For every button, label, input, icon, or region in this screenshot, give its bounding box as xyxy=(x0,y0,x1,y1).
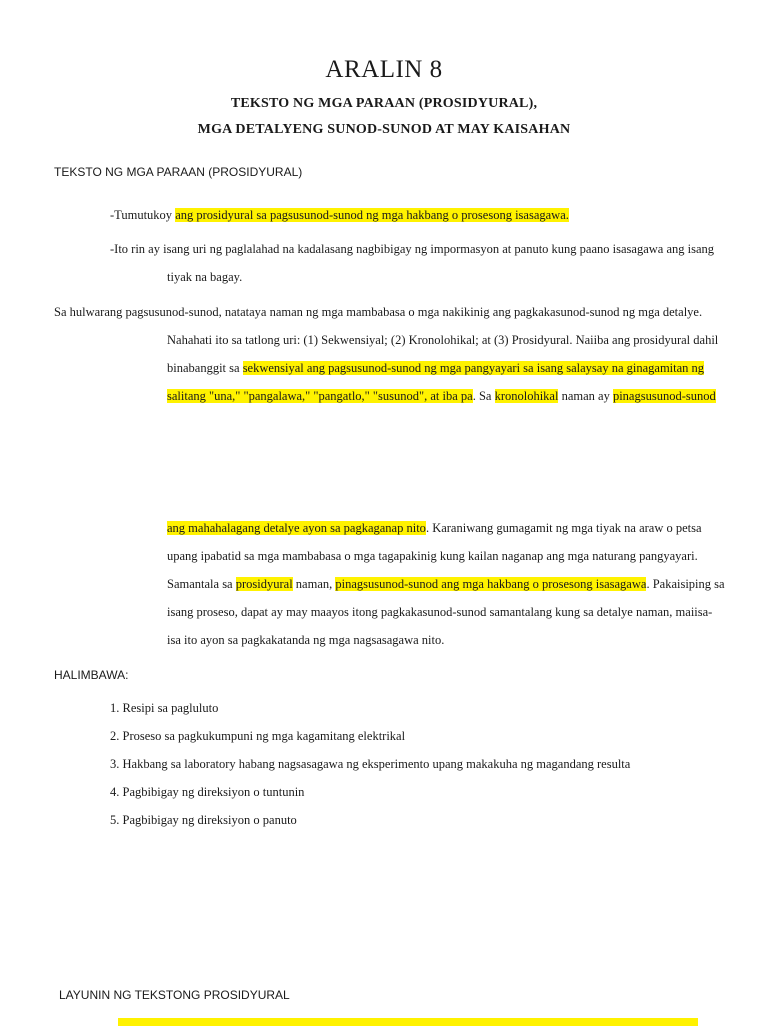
paragraph-line: Sa hulwarang pagsusunod-sunod, natataya naman ng mga mambabasa o mga nakikinig ang pagkakasunod-sunod ng mga detalye. xyxy=(54,305,703,319)
highlighted-text: kronolohikal xyxy=(494,389,559,403)
paragraph-text: Samantala sa xyxy=(167,577,236,591)
highlighted-text: pinagsusunod-sunod ang mga hakbang o prosesong isasagawa xyxy=(335,577,647,591)
paragraph-text: naman, xyxy=(292,577,336,591)
paragraph-line: isang proseso, dapat ay may maayos itong pagkakasunod-sunod samantalang kung sa detalye naman, maiisa- xyxy=(167,605,713,619)
paragraph-line xyxy=(167,389,716,404)
bullet-description-line2: tiyak na bagay. xyxy=(167,270,243,284)
bullet-definition-prefix: -Tumutukoy xyxy=(110,208,176,222)
list-item: 4. Pagbibigay ng direksiyon o tuntunin xyxy=(110,785,305,799)
list-item: 2. Proseso sa pagkukumpuni ng mga kagamitang elektrikal xyxy=(110,729,406,743)
paragraph-text: binabanggit sa xyxy=(167,361,243,375)
paragraph-line: upang ipabatid sa mga mambabasa o mga tagapakinig kung kailan naganap ang mga naturang pangyayari. xyxy=(167,549,698,563)
paragraph-text: . Pakaisiping sa xyxy=(646,577,725,591)
paragraph-line xyxy=(167,577,725,592)
list-item: 5. Pagbibigay ng direksiyon o panuto xyxy=(110,813,297,827)
highlighted-text: sekwensiyal ang pagsusunod-sunod ng mga pangyayari sa isang salaysay na ginagamitan ng xyxy=(242,361,705,375)
lesson-subtitle-line1: TEKSTO NG MGA PARAAN (PROSIDYURAL), xyxy=(230,96,538,111)
paragraph-line: Nahahati ito sa tatlong uri: (1) Sekwensiyal; (2) Kronolohikal; at (3) Prosidyural. Naiiba ang prosidyural dahil xyxy=(167,333,719,347)
lesson-subtitle-line2: MGA DETALYENG SUNOD-SUNOD AT MAY KAISAHAN xyxy=(197,122,571,137)
paragraph-text: . Sa xyxy=(472,389,495,403)
section-heading-prosidyural: TEKSTO NG MGA PARAAN (PROSIDYURAL) xyxy=(54,165,303,179)
paragraph-line: isa ito ayon sa pagkakatanda ng mga nagsasagawa nito. xyxy=(167,633,445,647)
list-item: 3. Hakbang sa laboratory habang nagsasagawa ng eksperimento upang makakuha ng magandang resulta xyxy=(110,757,631,771)
paragraph-line xyxy=(167,361,704,376)
highlighted-text: prosidyural xyxy=(235,577,293,591)
examples-heading: HALIMBAWA: xyxy=(54,668,129,682)
highlighted-text: salitang "una," "pangalawa," "pangatlo," "susunod", at iba pa xyxy=(167,389,473,403)
bullet-description-line1: -Ito rin ay isang uri ng paglalahad na kadalasang nagbibigay ng impormasyon at panuto kung paano isasagawa ang isang xyxy=(110,242,714,256)
paragraph-line xyxy=(167,521,702,536)
lesson-title: ARALIN 8 xyxy=(325,56,443,83)
highlighted-text: ang prosidyural sa pagsusunod-sunod ng mga hakbang o prosesong isasagawa. xyxy=(175,208,569,222)
cut-off-highlighted-line xyxy=(118,1018,698,1026)
section-heading-layunin: LAYUNIN NG TEKSTONG PROSIDYURAL xyxy=(59,988,290,1002)
highlighted-text: pinagsusunod-sunod xyxy=(612,389,716,403)
paragraph-text: . Karaniwang gumagamit ng mga tiyak na araw o petsa xyxy=(425,521,702,535)
highlighted-text: ang mahahalagang detalye ayon sa pagkaganap nito xyxy=(167,521,426,535)
paragraph-text: naman ay xyxy=(558,389,613,403)
bullet-definition xyxy=(110,208,569,223)
list-item: 1. Resipi sa pagluluto xyxy=(110,701,219,715)
